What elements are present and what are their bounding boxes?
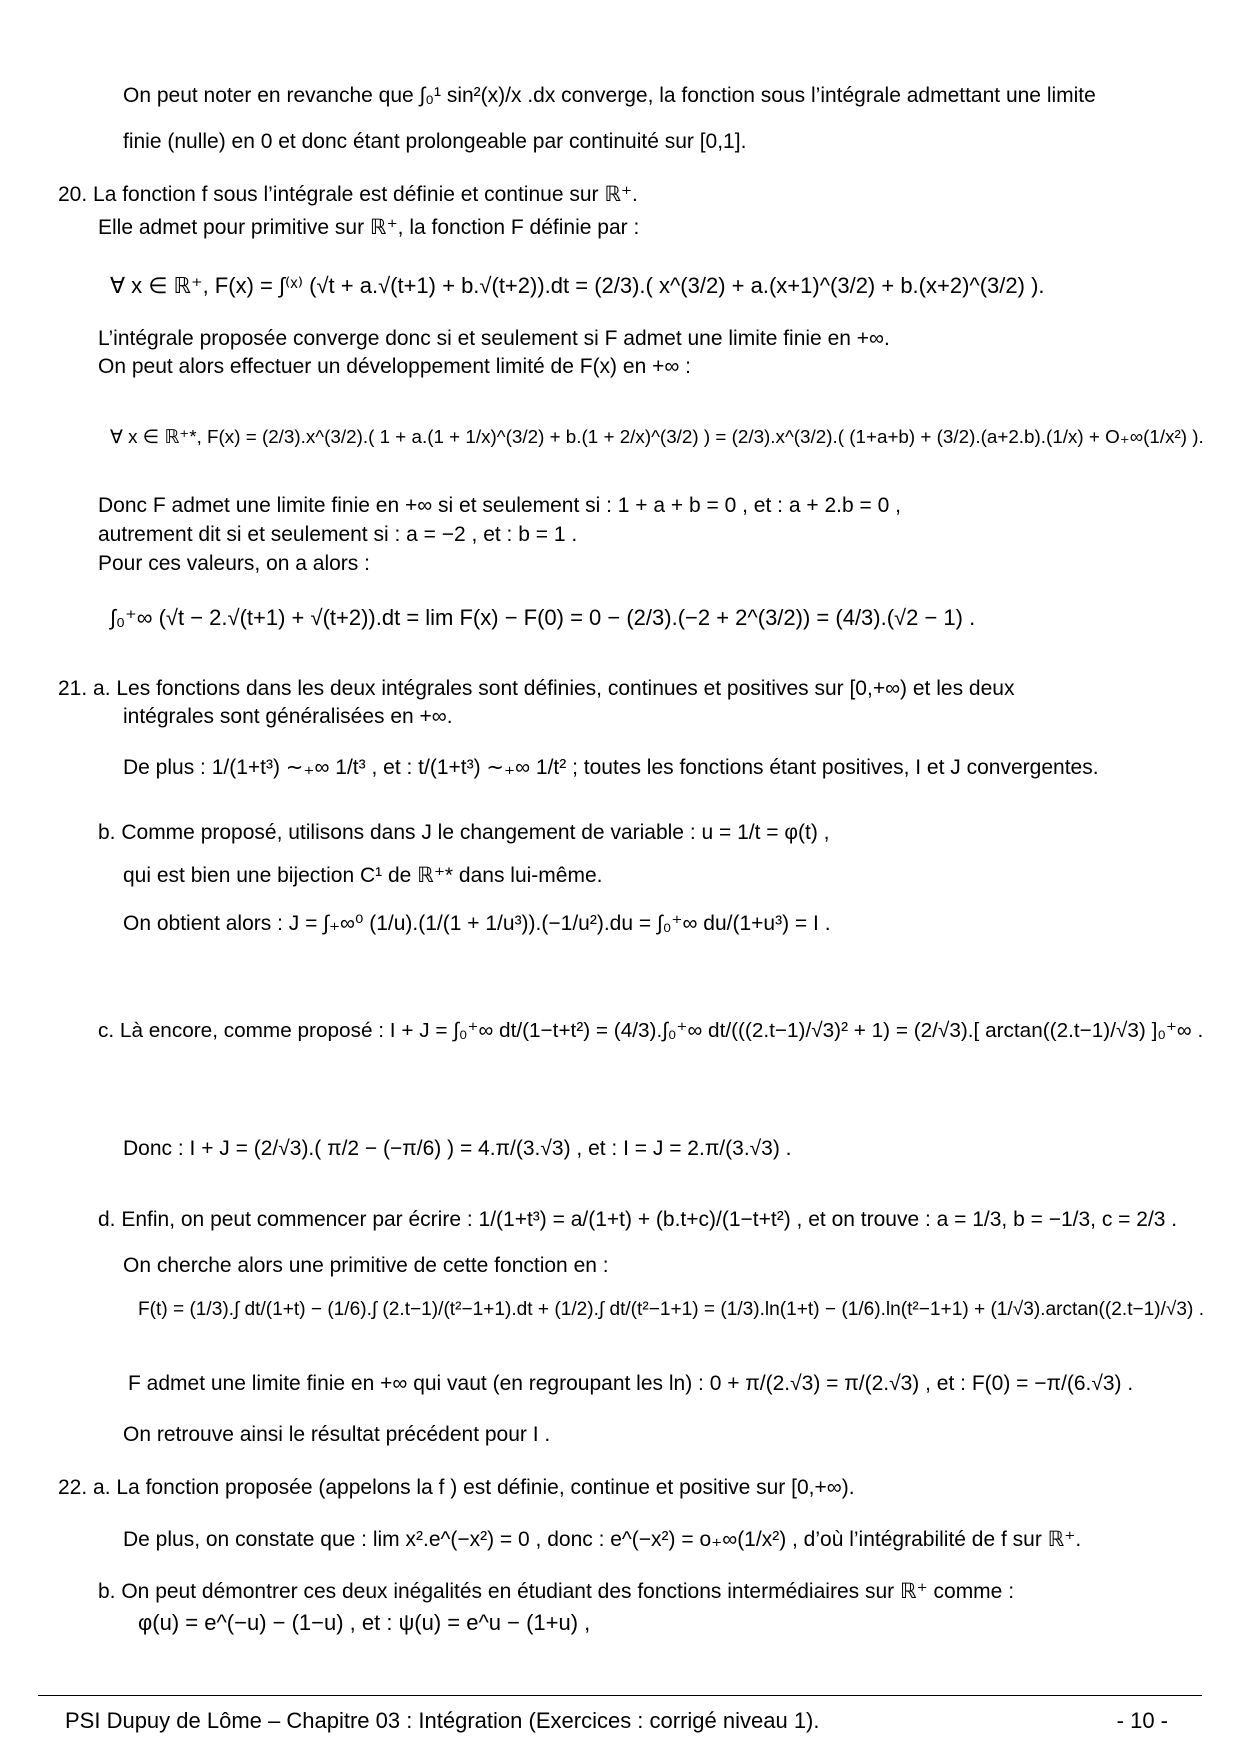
text-line-ex20-2: Elle admet pour primitive sur ℝ⁺, la fonction F définie par : — [98, 216, 640, 239]
text-line-intro-2: finie (nulle) en 0 et donc étant prolongeable par continuité sur [0,1]. — [123, 130, 747, 153]
footer-divider — [38, 1695, 1202, 1696]
text-line-ex21-4: b. Comme proposé, utilisons dans J le changement de variable : u = 1/t = φ(t) , — [98, 821, 830, 844]
text-line-ex21-8: Donc : I + J = (2/√3).( π/2 − (−π/6) ) = 4.π/(3.√3) , et : I = J = 2.π/(3.√3) . — [123, 1137, 792, 1160]
text-line-ex21-10: On cherche alors une primitive de cette fonction en : — [123, 1254, 609, 1277]
text-line-ex21-11: F(t) = (1/3).∫ dt/(1+t) − (1/6).∫ (2.t−1)/(t²−1+1).dt + (1/2).∫ dt/(t²−1+1) = (1/3).ln(1+t) − (1/6).ln(t²−1+1) + (1/√3).arctan((2.t−1)/√3) . — [138, 1299, 1204, 1320]
text-line-ex22-2: De plus, on constate que : lim x².e^(−x²) = 0 , donc : e^(−x²) = o₊∞(1/x²) , d’où l’intégrabilité de f sur ℝ⁺. — [123, 1528, 1082, 1551]
text-line-ex21-9: d. Enfin, on peut commencer par écrire : 1/(1+t³) = a/(1+t) + (b.t+c)/(1−t+t²) , et on trouve : a = 1/3, b = −1/3, c = 2/3 . — [98, 1208, 1178, 1231]
text-line-ex20-8: autrement dit si et seulement si : a = −2 , et : b = 1 . — [98, 523, 578, 546]
text-line-ex22-1: 22. a. La fonction proposée (appelons la f ) est définie, continue et positive sur [0,+∞). — [58, 1476, 855, 1499]
text-line-ex20-6: ∀ x ∈ ℝ⁺*, F(x) = (2/3).x^(3/2).( 1 + a.(1 + 1/x)^(3/2) + b.(1 + 2/x)^(3/2) ) = (2/3).x^(3/2).( (1+a+b) + (3/2).(a+2.b).(1/x) + O₊∞(1/x²) ). — [110, 426, 1204, 447]
text-line-ex21-3: De plus : 1/(1+t³) ∼₊∞ 1/t³ , et : t/(1+t³) ∼₊∞ 1/t² ; toutes les fonctions étant positives, I et J convergentes. — [123, 756, 1099, 779]
text-line-ex21-6: On obtient alors : J = ∫₊∞⁰ (1/u).(1/(1 + 1/u³)).(−1/u²).du = ∫₀⁺∞ du/(1+u³) = I . — [123, 912, 831, 935]
text-line-ex21-7: c. Là encore, comme proposé : I + J = ∫₀⁺∞ dt/(1−t+t²) = (4/3).∫₀⁺∞ dt/(((2.t−1)/√3)² + 1) = (2/√3).[ arctan((2.t−1)/√3) ]₀⁺∞ . — [98, 1019, 1204, 1042]
text-line-ex22-3: b. On peut démontrer ces deux inégalités en étudiant des fonctions intermédiaires sur ℝ⁺ comme : — [98, 1580, 1015, 1603]
text-line-ex20-3: ∀ x ∈ ℝ⁺, F(x) = ∫⁽ˣ⁾ (√t + a.√(t+1) + b.√(t+2)).dt = (2/3).( x^(3/2) + a.(x+1)^(3/2) + b.(x+2)^(3/2) ). — [110, 273, 1045, 298]
text-line-ex20-9: Pour ces valeurs, on a alors : — [98, 552, 370, 575]
text-line-ex21-2: intégrales sont généralisées en +∞. — [123, 705, 453, 728]
text-line-ex21-12: F admet une limite finie en +∞ qui vaut (en regroupant les ln) : 0 + π/(2.√3) = π/(2.√3) , et : F(0) = −π/(6.√3) . — [128, 1372, 1134, 1395]
text-line-ex21-1: 21. a. Les fonctions dans les deux intégrales sont définies, continues et positives sur [0,+∞) et les deux — [58, 677, 1015, 700]
text-line-ex20-1: 20. La fonction f sous l’intégrale est définie et continue sur ℝ⁺. — [58, 183, 638, 206]
text-line-ex20-4: L’intégrale proposée converge donc si et seulement si F admet une limite finie en +∞. — [98, 327, 890, 350]
text-line-ex20-10: ∫₀⁺∞ (√t − 2.√(t+1) + √(t+2)).dt = lim F(x) − F(0) = 0 − (2/3).(−2 + 2^(3/2)) = (4/3).(√2 − 1) . — [110, 605, 976, 630]
text-line-ex21-5: qui est bien une bijection C¹ de ℝ⁺* dans lui-même. — [123, 864, 603, 887]
text-line-ex20-5: On peut alors effectuer un développement limité de F(x) en +∞ : — [98, 355, 691, 378]
text-line-ex21-13: On retrouve ainsi le résultat précédent pour I . — [123, 1423, 551, 1446]
page-number: - 10 - — [1116, 1708, 1168, 1733]
footer-title: PSI Dupuy de Lôme – Chapitre 03 : Intégration (Exercices : corrigé niveau 1). — [65, 1708, 820, 1733]
text-line-ex22-4: φ(u) = e^(−u) − (1−u) , et : ψ(u) = e^u − (1+u) , — [138, 1610, 591, 1635]
text-line-intro-1: On peut noter en revanche que ∫₀¹ sin²(x)/x .dx converge, la fonction sous l’intégrale admettant une limite — [123, 84, 1096, 107]
text-line-ex20-7: Donc F admet une limite finie en +∞ si et seulement si : 1 + a + b = 0 , et : a + 2.b = 0 , — [98, 494, 901, 517]
